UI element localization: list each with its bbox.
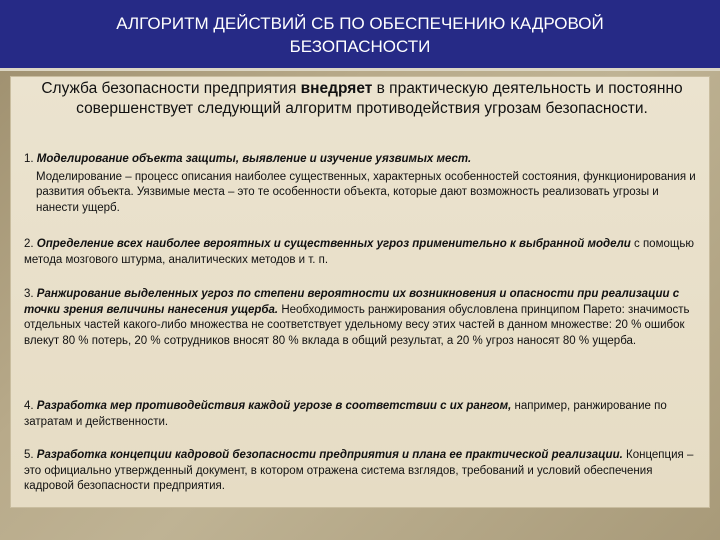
algorithm-step-5 xyxy=(24,448,704,495)
step-description: например, ранжирование по затратам и действенности. xyxy=(24,400,667,428)
step-description: Необходимость ранжирования обусловлена принципом Парето: значимость отдельных частей какого-либо множества не соответствует удельному весу этих частей в данном множестве: 20 % ошибок влекут 80 % потерь, 20 % сотрудников вносят 80 % вклада в общий результат, а 20 % угроз наносят 80 % ущерба. xyxy=(24,303,690,347)
step-description: с помощью метода мозгового штурма, аналитических методов и т. п. xyxy=(24,238,694,266)
intro-text-after: в практическую деятельность и постоянно совершенствует следующий алгоритм противодействия угрозам безопасности. xyxy=(76,80,683,117)
step-heading: Разработка мер противодействия каждой угрозе в соответствии с их рангом, xyxy=(36,400,512,412)
step-number: 5. xyxy=(24,449,34,461)
step-number: 3. xyxy=(24,288,34,300)
slide-title-line-2: БЕЗОПАСНОСТИ xyxy=(289,37,431,56)
intro-text-before: Служба безопасности предприятия xyxy=(41,80,301,97)
intro-paragraph xyxy=(24,79,700,119)
algorithm-step-3 xyxy=(24,287,704,349)
algorithm-step-1 xyxy=(24,152,704,216)
step-heading: Моделирование объекта защиты, выявление и изучение уязвимых мест. xyxy=(36,153,472,165)
step-description: Моделирование – процесс описания наиболее существенных, характерных особенностей состояния, функционирования и развития объекта. Уязвимые места – это те особенности объекта, которые дают возможность реализовать угрозы и нанести ущерб. xyxy=(36,170,696,214)
algorithm-step-2 xyxy=(24,237,704,268)
step-number: 2. xyxy=(24,238,34,250)
slide-title-line-1: АЛГОРИТМ ДЕЙСТВИЙ СБ ПО ОБЕСПЕЧЕНИЮ КАДРОВОЙ xyxy=(116,14,604,33)
algorithm-step-4 xyxy=(24,399,704,430)
step-description: Концепция – это официально утвержденный документ, в котором отражена система взглядов, требований и условий обеспечения кадровой безопасности предприятия. xyxy=(24,449,694,492)
step-heading: Ранжирование выделенных угроз по степени вероятности их возникновения и опасности при реализации с точки зрения величины нанесения ущерба. xyxy=(24,288,680,316)
intro-bold-word: внедряет xyxy=(300,80,373,97)
step-heading: Определение всех наиболее вероятных и существенных угроз применительно к выбранной модели xyxy=(36,238,631,250)
slide-title xyxy=(0,0,720,71)
step-number: 4. xyxy=(24,400,34,412)
step-number: 1. xyxy=(24,153,34,165)
step-heading: Разработка концепции кадровой безопасности предприятия и плана ее практической реализации. xyxy=(36,449,623,461)
